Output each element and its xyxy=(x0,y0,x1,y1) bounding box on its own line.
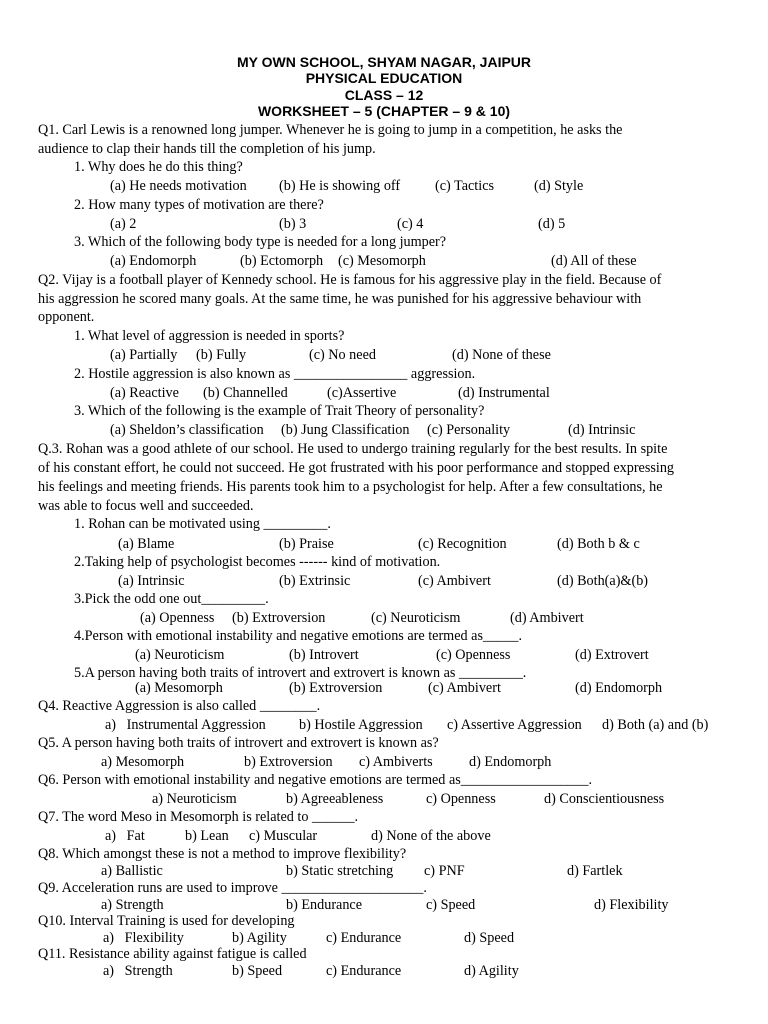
q10-option-b: b) Agility xyxy=(232,930,287,946)
q2-sub1-option-b: (b) Fully xyxy=(196,347,247,363)
q3-sub4-option-a: (a) Neuroticism xyxy=(135,647,225,663)
q5-option-b: b) Extroversion xyxy=(244,754,333,770)
q1-sub3-question: 3. Which of the following body type is needed for a long jumper? xyxy=(74,234,447,250)
q2-sub2-option-b: (b) Channelled xyxy=(203,385,288,401)
q4-option-b: b) Hostile Aggression xyxy=(299,717,423,733)
q1-sub2-option-b: (b) 3 xyxy=(279,216,307,232)
q1-sub1-option-a: (a) He needs motivation xyxy=(110,178,247,194)
q7-option-c: c) Muscular xyxy=(249,828,318,844)
q3-sub4-option-d: (d) Extrovert xyxy=(575,647,649,663)
q4-option-c: c) Assertive Aggression xyxy=(447,717,582,733)
q4-question: Q4. Reactive Aggression is also called ________. xyxy=(38,698,321,714)
q9-option-b: b) Endurance xyxy=(286,897,363,913)
q1-passage-line: Q1. Carl Lewis is a renowned long jumper. Whenever he is going to jump in a competition, he asks the xyxy=(38,122,623,138)
q2-sub3-option-a: (a) Sheldon’s classification xyxy=(110,422,264,438)
q3-sub1-option-a: (a) Blame xyxy=(118,536,175,552)
q8-option-d: d) Fartlek xyxy=(567,863,623,879)
q3-sub3-question: 3.Pick the odd one out_________. xyxy=(74,591,269,607)
q1-sub1-option-b: (b) He is showing off xyxy=(279,178,401,194)
q3-sub1-question: 1. Rohan can be motivated using _________. xyxy=(74,516,331,532)
q2-sub3-question: 3. Which of the following is the example of Trait Theory of personality? xyxy=(74,403,485,419)
q3-sub2-option-c: (c) Ambivert xyxy=(418,573,491,589)
q11-option-a: a) Strength xyxy=(103,963,173,979)
q5-question: Q5. A person having both traits of introvert and extrovert is known as? xyxy=(38,735,439,751)
q7-option-a: a) Fat xyxy=(105,828,145,844)
q3-passage-line: his feelings and meeting friends. His parents took him to a psychologist for help. After a few consultations, he xyxy=(38,479,663,495)
q3-sub5-option-c: (c) Ambivert xyxy=(428,680,501,696)
q5-option-a: a) Mesomorph xyxy=(101,754,185,770)
q3-sub1-option-d: (d) Both b & c xyxy=(557,536,640,552)
q11-question: Q11. Resistance ability against fatigue is called xyxy=(38,946,307,962)
q3-sub3-option-a: (a) Openness xyxy=(140,610,215,626)
q10-question: Q10. Interval Training is used for developing xyxy=(38,913,295,929)
q2-sub2-option-d: (d) Instrumental xyxy=(458,385,550,401)
q2-sub1-option-a: (a) Partially xyxy=(110,347,178,363)
q9-option-a: a) Strength xyxy=(101,897,164,913)
q3-sub2-option-b: (b) Extrinsic xyxy=(279,573,351,589)
q10-option-a: a) Flexibility xyxy=(103,930,184,946)
q2-sub2-option-c: (c)Assertive xyxy=(327,385,397,401)
q6-question: Q6. Person with emotional instability and negative emotions are termed as__________________. xyxy=(38,772,593,788)
q11-option-b: b) Speed xyxy=(232,963,283,979)
q1-sub1-option-c: (c) Tactics xyxy=(435,178,495,194)
q4-option-a: a) Instrumental Aggression xyxy=(105,717,266,733)
q10-option-d: d) Speed xyxy=(464,930,515,946)
q3-sub5-option-a: (a) Mesomorph xyxy=(135,680,223,696)
q6-option-c: c) Openness xyxy=(426,791,496,807)
q8-option-a: a) Ballistic xyxy=(101,863,163,879)
q3-sub5-option-d: (d) Endomorph xyxy=(575,680,663,696)
q3-sub4-question: 4.Person with emotional instability and negative emotions are termed as_____. xyxy=(74,628,522,644)
q1-sub3-option-c: (c) Mesomorph xyxy=(338,253,426,269)
q3-passage-line: of his constant effort, he could not succeed. He got frustrated with his poor performance and stopped expressing xyxy=(38,460,675,476)
q3-sub3-option-c: (c) Neuroticism xyxy=(371,610,461,626)
q7-question: Q7. The word Meso in Mesomorph is related to ______. xyxy=(38,809,359,825)
q3-sub1-option-c: (c) Recognition xyxy=(418,536,507,552)
q3-sub2-option-d: (d) Both(a)&(b) xyxy=(557,573,649,589)
q3-sub5-question: 5.A person having both traits of introvert and extrovert is known as _________. xyxy=(74,665,527,681)
q11-option-c: c) Endurance xyxy=(326,963,402,979)
q1-sub1-option-d: (d) Style xyxy=(534,178,584,194)
q1-sub1-question: 1. Why does he do this thing? xyxy=(74,159,243,175)
q4-option-d: d) Both (a) and (b) xyxy=(602,717,709,733)
q2-sub3-option-b: (b) Jung Classification xyxy=(281,422,410,438)
q3-passage-line: was able to focus well and succeeded. xyxy=(38,498,254,514)
q2-sub3-option-c: (c) Personality xyxy=(427,422,511,438)
q5-option-c: c) Ambiverts xyxy=(359,754,433,770)
q3-sub2-option-a: (a) Intrinsic xyxy=(118,573,185,589)
q2-sub1-option-d: (d) None of these xyxy=(452,347,551,363)
q6-option-a: a) Neuroticism xyxy=(152,791,237,807)
q1-sub3-option-a: (a) Endomorph xyxy=(110,253,197,269)
q1-sub2-option-a: (a) 2 xyxy=(110,216,137,232)
q1-sub2-question: 2. How many types of motivation are there? xyxy=(74,197,324,213)
q8-option-b: b) Static stretching xyxy=(286,863,394,879)
q3-sub3-option-b: (b) Extroversion xyxy=(232,610,326,626)
q3-sub2-question: 2.Taking help of psychologist becomes ------ kind of motivation. xyxy=(74,554,441,570)
q9-option-c: c) Speed xyxy=(426,897,476,913)
school-name: MY OWN SCHOOL, SHYAM NAGAR, JAIPUR xyxy=(236,54,532,70)
q2-sub2-option-a: (a) Reactive xyxy=(110,385,179,401)
q7-option-d: d) None of the above xyxy=(371,828,491,844)
q3-sub5-option-b: (b) Extroversion xyxy=(289,680,383,696)
q3-passage-line: Q.3. Rohan was a good athlete of our school. He used to undergo training regularly for the best results. In spite xyxy=(38,441,668,457)
q2-sub2-question: 2. Hostile aggression is also known as ________________ aggression. xyxy=(74,366,476,382)
q2-sub3-option-d: (d) Intrinsic xyxy=(568,422,636,438)
subject-title: PHYSICAL EDUCATION xyxy=(305,70,463,86)
q2-passage-line: his aggression he scored many goals. At the same time, he was punished for his aggressive behaviour with xyxy=(38,291,642,307)
q9-question: Q9. Acceleration runs are used to improve ____________________. xyxy=(38,880,427,896)
q3-sub4-option-c: (c) Openness xyxy=(436,647,511,663)
q1-passage-line: audience to clap their hands till the completion of his jump. xyxy=(38,141,376,157)
q2-passage-line: Q2. Vijay is a football player of Kennedy school. He is famous for his aggressive play in the field. Because of xyxy=(38,272,662,288)
q5-option-d: d) Endomorph xyxy=(469,754,552,770)
q3-sub3-option-d: (d) Ambivert xyxy=(510,610,584,626)
q8-question: Q8. Which amongst these is not a method to improve flexibility? xyxy=(38,846,407,862)
q7-option-b: b) Lean xyxy=(185,828,229,844)
q9-option-d: d) Flexibility xyxy=(594,897,669,913)
q2-sub1-option-c: (c) No need xyxy=(309,347,376,363)
q1-sub3-option-d: (d) All of these xyxy=(551,253,637,269)
worksheet-title: WORKSHEET – 5 (CHAPTER – 9 & 10) xyxy=(257,103,511,119)
q6-option-d: d) Conscientiousness xyxy=(544,791,665,807)
q11-option-d: d) Agility xyxy=(464,963,519,979)
q2-passage-line: opponent. xyxy=(38,309,95,325)
q3-sub4-option-b: (b) Introvert xyxy=(289,647,359,663)
q1-sub2-option-c: (c) 4 xyxy=(397,216,424,232)
q1-sub3-option-b: (b) Ectomorph xyxy=(240,253,324,269)
q10-option-c: c) Endurance xyxy=(326,930,402,946)
q6-option-b: b) Agreeableness xyxy=(286,791,384,807)
q8-option-c: c) PNF xyxy=(424,863,465,879)
q3-sub1-option-b: (b) Praise xyxy=(279,536,334,552)
class-title: CLASS – 12 xyxy=(344,87,424,103)
q1-sub2-option-d: (d) 5 xyxy=(538,216,566,232)
q2-sub1-question: 1. What level of aggression is needed in sports? xyxy=(74,328,345,344)
